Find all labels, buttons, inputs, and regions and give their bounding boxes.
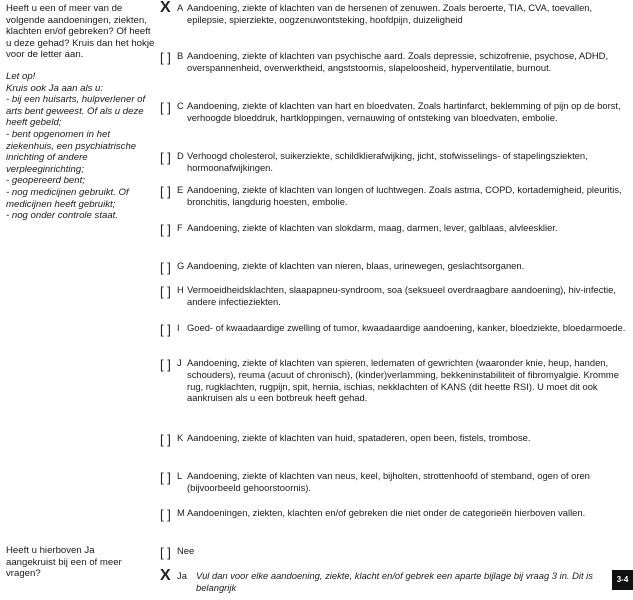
option-letter: C [177,100,184,111]
checkbox-l[interactable]: [ ] [160,470,171,485]
option-letter: H [177,284,184,295]
note-intro: Kruis ook Ja aan als u: [6,82,104,94]
checkbox-g[interactable]: [ ] [160,260,171,275]
option-text: Aandoening, ziekte of klachten van nieren, blaas, urinewegen, geslachtsorganen. [187,260,525,271]
answer-no-label: Nee [177,545,195,556]
checkbox-h[interactable]: [ ] [160,284,171,299]
option-text: Goed- of kwaadaardige zwelling of tumor, kwaadaardige aandoening, kanker, bloedziekte, bloedarmoede. [187,322,626,333]
option-letter: K [177,432,184,443]
option-text: Aandoening, ziekte of klachten van neus, keel, bijholten, strottenhoofd of stemband, ogen of oren (bijvoorbeeld gehoorstoornis). [187,470,590,493]
note-bullet: - nog medicijnen gebruikt. Of medicijnen heeft gebruikt; [6,186,129,210]
checkbox-yes-checked[interactable]: X [160,567,171,584]
checkbox-i[interactable]: [ ] [160,322,171,337]
answer-yes-instruction: Vul dan voor elke aandoening, ziekte, klacht en/of gebrek een aparte bijlage bij vraag 3 in. Dit is belangrijk [196,570,593,593]
note-bullet: - geopereerd bent; [6,175,85,187]
checkbox-m[interactable]: [ ] [160,507,171,522]
option-letter: B [177,50,184,61]
checkbox-c[interactable]: [ ] [160,100,171,115]
option-text: Verhoogd cholesterol, suikerziekte, schildklierafwijking, jicht, stofwisselings- of stapelingsziekten, hormoonafwijkingen. [187,150,588,173]
instruction-column [6,3,156,222]
checkbox-d[interactable]: [ ] [160,150,171,165]
option-letter: I [177,322,180,333]
checkbox-no[interactable]: [ ] [160,545,171,560]
page-number-badge: 3-4 [612,570,633,590]
main-question: Heeft u een of meer van de volgende aandoeningen, ziekten, klachten en/of gebreken? Of heeft u deze gehad? Kruis dan het hokje voor de letter aan. [6,3,155,61]
option-text: Aandoening, ziekte of klachten van slokdarm, maag, darmen, lever, galblaas, alvleesklier. [187,222,558,233]
option-letter: F [177,222,183,233]
option-text: Aandoeningen, ziekten, klachten en/of gebreken die niet onder de categorieën hierboven vallen. [187,507,586,518]
option-text: Aandoening, ziekte of klachten van huid, spataderen, open been, fistels, trombose. [187,432,531,443]
note-bullet: - bij een huisarts, hulpverlener of arts bent geweest. Of als u deze heeft gebeld; [6,94,146,129]
option-letter: L [177,470,183,481]
answer-no [160,545,360,559]
option-letter: G [177,260,185,271]
option-text: Aandoening, ziekte of klachten van psychische aard. Zoals depressie, schizofrenie, psychose, ADHD, overspannenheid, overwerktheid, angststoornis, slapeloosheid, hyperventilatie, burnout. [187,50,609,73]
checkbox-j[interactable]: [ ] [160,357,171,372]
answer-yes-label: Ja [177,570,187,581]
checkbox-a-checked[interactable]: X [160,0,171,16]
option-letter: J [177,357,182,368]
note-bullet: - bent opgenomen in het ziekenhuis, een psychiatrische inrichting of andere verpleeginrichting; [6,128,137,175]
option-text: Aandoening, ziekte of klachten van longen of luchtwegen. Zoals astma, COPD, kortademigheid, pleuritis, bronchitis, langdurig hoesten, embolie. [187,184,622,207]
followup-question: Heeft u hierboven Ja aangekruist bij een of meer vragen? [6,545,122,580]
option-letter: M [177,507,185,518]
option-text: Vermoeidheidsklachten, slaapapneu-syndroom, soa (seksueel overdraagbare aandoening), hiv-infectie, andere infectieziekten. [187,284,616,307]
checkbox-f[interactable]: [ ] [160,222,171,237]
checkbox-k[interactable]: [ ] [160,432,171,447]
checkbox-e[interactable]: [ ] [160,184,171,199]
note-bullet: - nog onder controle staat. [6,210,118,222]
option-text: Aandoening, ziekte of klachten van spieren, ledematen of gewrichten (waaronder knie, heup, handen, schouders), reuma (acuut of chronisch), (kinder)verlamming, bekkeninstabiliteit of fibromyalgie. Kromme rug, rugklachten, rugpijn, spit, hernia, ischias, nekklachten of KANS (dit heette RSI). U moet dit ook aankruisen als u een botbreuk heeft gehad. [187,357,619,404]
note-title: Let op! [6,70,36,82]
option-text: Aandoening, ziekte of klachten van de hersenen of zenuwen. Zoals beroerte, TIA, CVA, toevallen, epilepsie, spierziekte, oogzenuwontsteking, hoofdpijn, duizeligheid [187,2,593,25]
answer-yes [160,567,605,596]
option-letter: E [177,184,184,195]
checkbox-b[interactable]: [ ] [160,50,171,65]
option-letter: D [177,150,184,161]
option-text: Aandoening, ziekte of klachten van hart en bloedvaten. Zoals hartinfarct, beklemming of pijn op de borst, verhoogde bloeddruk, hartkloppingen, vernauwing of ontsteking van bloedvaten, embolie. [187,100,621,123]
option-letter: A [177,2,184,13]
